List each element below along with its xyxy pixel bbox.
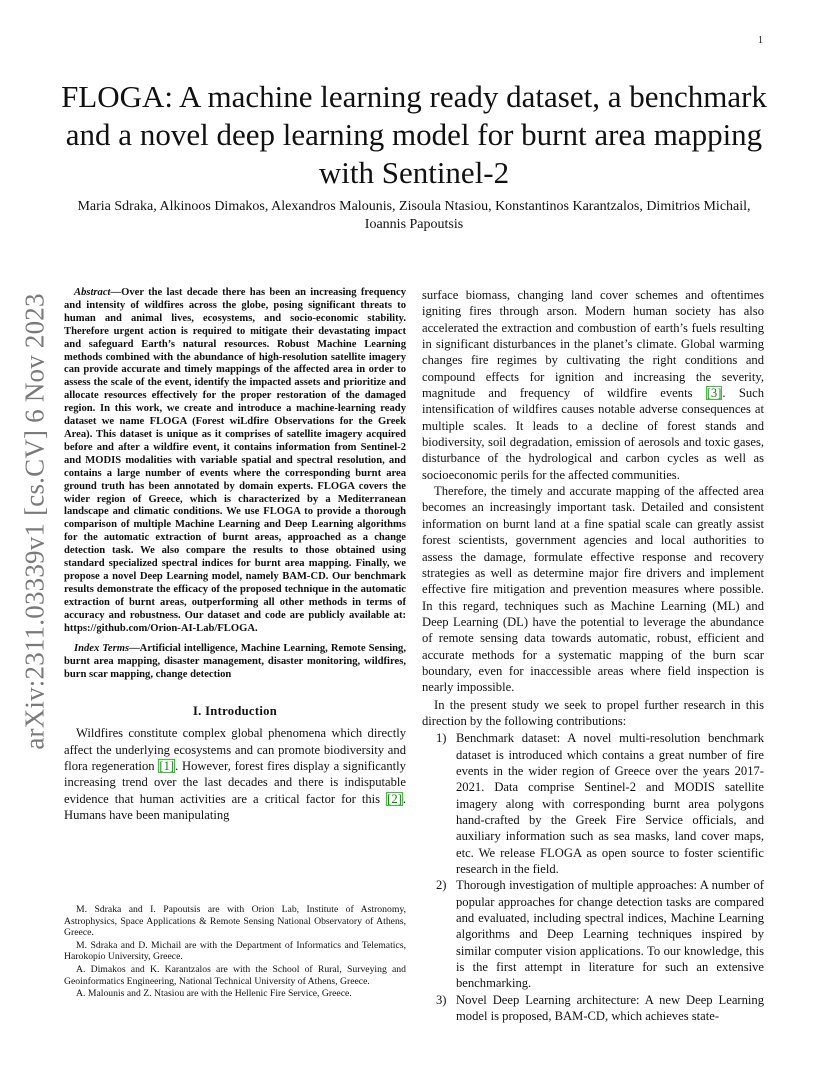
contribution-item	[422, 877, 764, 991]
contribution-number: 3)	[436, 992, 447, 1007]
footnote: M. Sdraka and D. Michail are with the Department of Informatics and Telematics, Harokopio University, Greece.	[64, 939, 406, 963]
abstract-label: Abstract	[74, 287, 111, 298]
index-terms-text: —Artificial intelligence, Machine Learning, Remote Sensing, burnt area mapping, disaster management, disaster monitoring, wildfires, burn scar mapping, change detection	[64, 643, 406, 681]
footnote: A. Dimakos and K. Karantzalos are with the School of Rural, Surveying and Geoinformatics Engineering, National Technical University of Athens, Greece.	[64, 963, 406, 987]
body-paragraph-1-text-a: surface biomass, changing land cover schemes and oftentimes igniting fires through arson. Modern human society has also accelerated the extraction and combustion of earth’s fuels resulting in significant disturbances in the planet’s climate. Global warming changes fire regimes by cultivating the right conditions and compound effects for ignition and increasing the severity, magnitude and frequency of wildfire events	[422, 288, 764, 401]
footnote: A. Malounis and Z. Ntasiou are with the Hellenic Fire Service, Greece.	[76, 988, 352, 1000]
author-list: Maria Sdraka, Alkinoos Dimakos, Alexandros Malounis, Zisoula Ntasiou, Konstantinos Karantzalos, Dimitrios Michail, Ioannis Papoutsis	[77, 199, 751, 232]
contribution-number: 1)	[436, 731, 447, 746]
intro-paragraph	[64, 725, 406, 823]
citation-link-2[interactable]: [2]	[387, 791, 402, 806]
intro-text-1: Wildfires constitute complex global phenomena which directly affect the underlying ecosystems and can promote biodiversity and flora regeneration	[64, 726, 406, 773]
body-paragraph-1	[422, 287, 764, 483]
index-terms-label: Index Terms	[74, 643, 130, 655]
footnote: M. Sdraka and I. Papoutsis are with Orion Lab, Institute of Astronomy, Astrophysics, Space Applications & Remote Sensing National Observatory of Athens, Greece.	[64, 904, 406, 939]
contribution-item	[422, 730, 764, 877]
body-paragraph-3: In the present study we seek to propel further research in this direction by the following contributions:	[422, 697, 764, 728]
citation-link-1[interactable]: [1]	[159, 758, 175, 773]
index-terms	[64, 643, 406, 682]
contribution-number: 2)	[436, 878, 447, 893]
arxiv-stamp-text: arXiv:2311.03339v1 [cs.CV] 6 Nov 2023	[19, 292, 50, 750]
contribution-list	[422, 730, 764, 1024]
abstract	[64, 287, 406, 635]
abstract-text: —Over the last decade there has been an increasing frequency and intensity of wildfires across the globe, posing significant threats to human and animal lives, ecosystems, and socio-economic stability. Therefore urgent action is required to mitigate their devastating impact and safeguard Earth’s natural resources. Robust Machine Learning methods combined with the abundance of high-resolution satellite imagery can provide accurate and timely mappings of the affected area in order to assess the scale of the event, identify the impacted assets and prioritize and allocate resources effectively for the proper restoration of the damaged region. In this work, we create and introduce a machine-learning ready dataset we name FLOGA (Forest wiLdfire Observations for the Greek Area). This dataset is unique as it comprises of satellite imagery acquired before and after a wildfire event, it contains information from Sentinel-2 and MODIS modalities with variable spatial and spectral resolution, and contains a large number of events where the corresponding burnt area ground truth has been annotated by domain experts. FLOGA covers the wider region of Greece, which is characterized by a Mediterranean landscape and climatic conditions. We use FLOGA to provide a thorough comparison of multiple Machine Learning and Deep Learning algorithms for the automatic extraction of burnt areas, approached as a change detection task. We also compare the results to those obtained using standard specialized spectral indices for burnt area mapping. Finally, we propose a novel Deep Learning model, namely BAM-CD. Our benchmark results demonstrate the efficacy of the proposed technique in the automatic extraction of burnt areas, outperforming all other methods in terms of accuracy and robustness. Our dataset and code are publicly available at: https://github.com/Orion-AI-Lab/FLOGA.	[64, 287, 406, 634]
citation-link-3[interactable]: [3]	[706, 386, 722, 401]
left-column	[64, 287, 406, 823]
section-heading-introduction: I. Introduction	[192, 704, 278, 719]
body-paragraph-2: Therefore, the timely and accurate mapping of the affected area becomes an increasingly important task. Detailed and consistent information on burnt land at a fine spatial scale can greatly assist forest scientists, government agencies and local authorities to assess the damage, formulate effective response and recovery strategies as well as determine major fire drivers and implement effective fire mitigation and prevention measures where possible. In this regard, techniques such as Machine Learning (ML) and Deep Learning (DL) have the potential to leverage the abundance of remote sensing data towards automatic, robust, efficient and accurate methods for a systematic mapping of the burn scar boundary, even for inaccessible areas where field inspection is nearly impossible.	[422, 484, 764, 695]
paper-title: FLOGA: A machine learning ready dataset, a benchmark and a novel deep learning model for burnt area mapping with Sentinel-2	[61, 79, 767, 190]
intro-text-3: . Humans have been manipulating	[64, 791, 406, 822]
footnotes	[64, 904, 406, 1001]
right-column	[422, 287, 764, 1024]
contribution-text: Novel Deep Learning architecture: A new Deep Learning model is proposed, BAM-CD, which achieves state-	[456, 992, 764, 1024]
body-paragraph-1-text-b: . Such intensification of wildfires causes notable adverse consequences at multiple scales. It leads to a decline of forest stands and biodiversity, soil degradation, emission of aerosols and toxic gases, disturbance of the hydrological and carbon cycles as well as socioeconomic perils for the affected communities.	[422, 386, 765, 482]
contribution-item	[422, 992, 764, 1025]
contribution-text: Benchmark dataset: A novel multi-resolution benchmark dataset is introduced which contains a great number of fire events in the wider region of Greece over the years 2017-2021. Data comprise Sentinel-2 and MODIS satellite imagery along with corresponding burnt area polygons hand-crafted by the Greek Fire Service officials, and auxiliary information such as sea masks, land cover maps, etc. We release FLOGA as open source to foster scientific research in the field.	[456, 731, 764, 877]
page-number: 1	[758, 35, 763, 46]
arxiv-stamp	[16, 286, 54, 756]
contribution-text: Thorough investigation of multiple approaches: A number of popular approaches for change detection tasks are compared and evaluated, including spectral indices, Machine Learning algorithms and Deep Learning techniques inspired by similar computer vision applications. To our knowledge, this is the first attempt in literature for such an extensive benchmarking.	[456, 878, 764, 991]
intro-text-2: . However, forest fires display a significantly increasing trend over the last decades and there is indisputable evidence that human activities are a critical factor for this	[64, 758, 406, 806]
